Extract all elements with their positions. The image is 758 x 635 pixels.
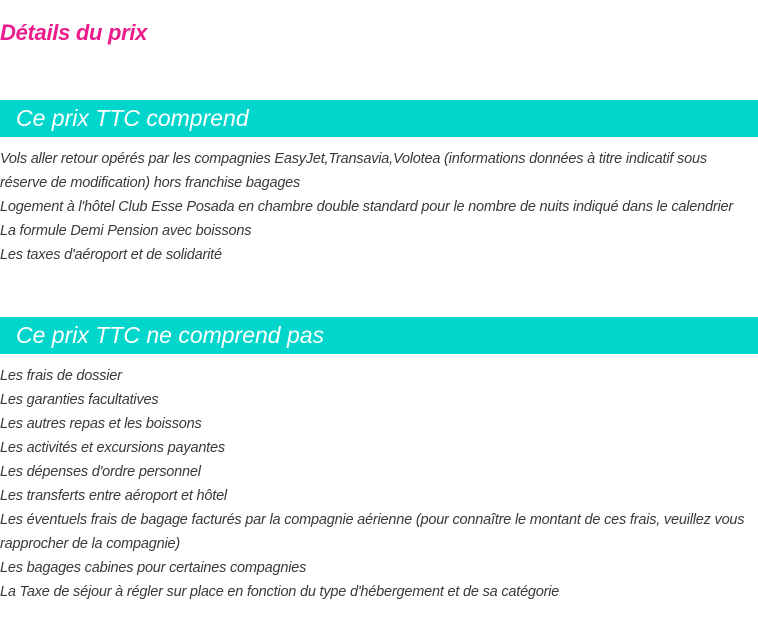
included-item: La formule Demi Pension avec boissons xyxy=(0,223,252,239)
excluded-item: Les bagages cabines pour certaines compagnies xyxy=(0,560,307,576)
included-item: Vols aller retour opérés par les compagnies EasyJet,Transavia,Volotea (informations données à titre indicatif sous réserve de modification) hors franchise bagages xyxy=(0,151,707,191)
included-items-list xyxy=(0,147,745,267)
excluded-item: La Taxe de séjour à régler sur place en fonction du type d'hébergement et de sa catégorie xyxy=(0,584,560,600)
excluded-item: Les autres repas et les boissons xyxy=(0,416,202,432)
excluded-items-list xyxy=(0,364,745,604)
excluded-item: Les activités et excursions payantes xyxy=(0,440,225,456)
excluded-item: Les frais de dossier xyxy=(0,368,122,384)
page-title: Détails du prix xyxy=(0,20,148,45)
included-item: Logement à l'hôtel Club Esse Posada en chambre double standard pour le nombre de nuits indiqué dans le calendrier xyxy=(0,199,734,215)
excluded-item: Les éventuels frais de bagage facturés par la compagnie aérienne (pour connaître le montant de ces frais, veuillez vous rapprocher de la compagnie) xyxy=(0,512,745,552)
excluded-item: Les garanties facultatives xyxy=(0,392,159,408)
excluded-section-header: Ce prix TTC ne comprend pas xyxy=(0,317,758,354)
included-section-header: Ce prix TTC comprend xyxy=(0,100,758,137)
excluded-item: Les transferts entre aéroport et hôtel xyxy=(0,488,227,504)
excluded-item: Les dépenses d'ordre personnel xyxy=(0,464,201,480)
included-item: Les taxes d'aéroport et de solidarité xyxy=(0,247,222,263)
